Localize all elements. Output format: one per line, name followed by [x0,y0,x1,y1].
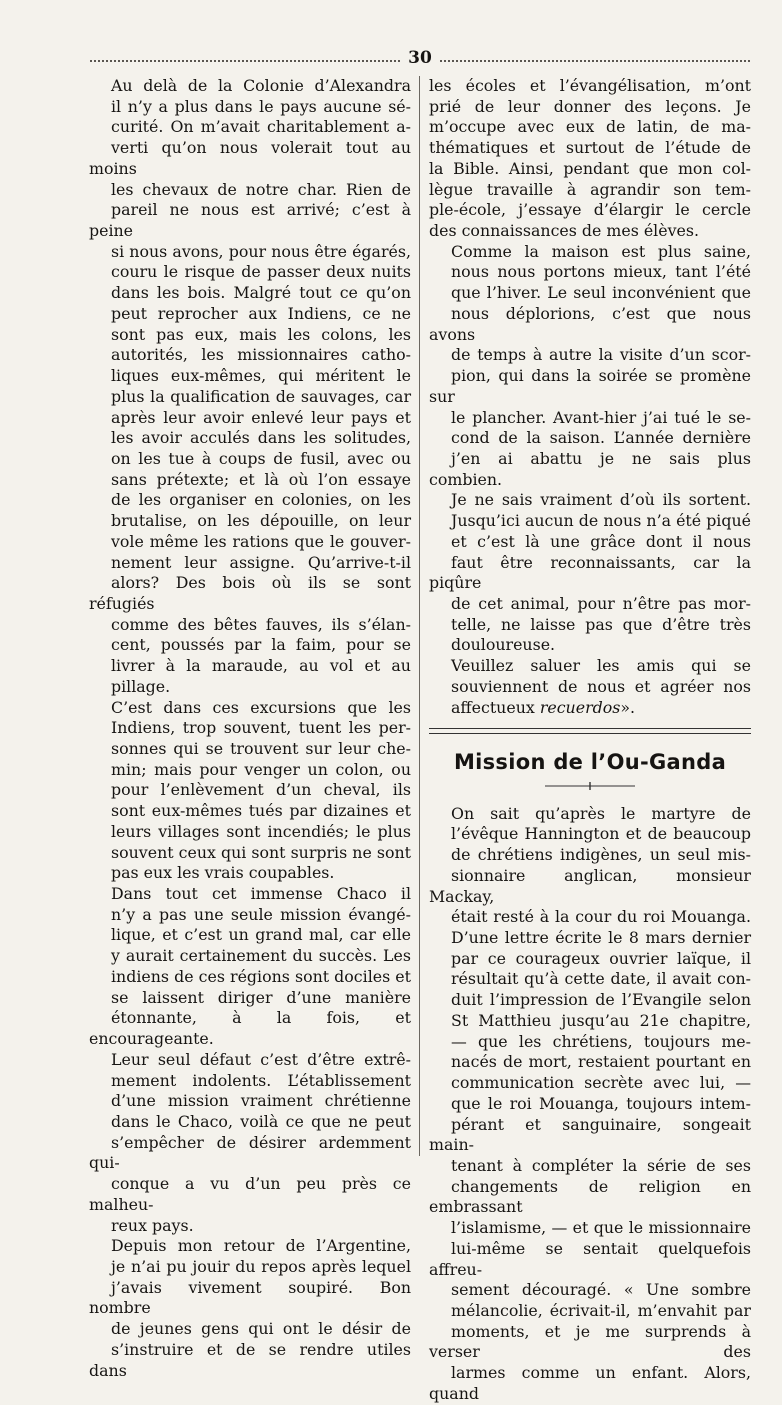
text-line: couru le risque de passer deux nuits [111,262,411,282]
text-line: mement indolents. L’établissement [111,1070,411,1090]
text-line: — que les chrétiens, toujours me- [451,1031,751,1051]
text-line: Depuis mon retour de l’Argentine, [111,1236,411,1256]
text-line: n’y a pas une seule mission évangé- [111,904,411,924]
text-line: sement découragé. « Une sombre [451,1280,751,1300]
text-line: l’évêque Hannington et de beaucoup [451,824,751,844]
text-line: les écoles et l’évangélisation, m’ont [429,76,751,95]
text-line: pérant et sanguinaire, songeait main- [429,1114,751,1155]
text-line: lique, et c’est un grand mal, car elle [111,925,411,945]
text-line: sionnaire anglican, monsieur Mackay, [429,865,751,906]
text-line: cond de la saison. L’année dernière [451,428,751,448]
text-line: tenant à compléter la série de ses [451,1155,751,1175]
text-line: douloureuse. [451,635,556,655]
text-line: les chevaux de notre char. Rien de [111,179,411,199]
text-line: Dans tout cet immense Chaco il [111,884,411,904]
paragraph [89,884,411,1236]
text-line: Je ne sais vraiment d’où ils sortent. [451,490,751,510]
header-rule-left [90,60,400,62]
text-line: faut être reconnaissants, car la piqûre [429,552,751,593]
text-line: dans le Chaco, voilà ce que ne peut [111,1111,411,1131]
text-line: min; mais pour venger un colon, ou [111,759,411,779]
text-line: mélancolie, écrivait-il, m’envahit par [451,1300,751,1320]
text-line: verti qu’on nous volerait tout au moins [89,138,411,178]
text-line: peut reprocher aux Indiens, ce ne [111,303,411,323]
text-line: thématiques et surtout de l’étude de [429,138,751,158]
text-line [429,698,751,719]
paragraph [89,698,411,884]
header-rule-right [440,60,750,62]
letter-continuation [429,76,751,656]
text-line: communication secrète avec lui, — [451,1073,751,1093]
paragraph [429,804,751,1405]
text-line: changements de religion en embrassant [429,1176,751,1217]
text-line: de jeunes gens qui ont le désir de [111,1319,411,1339]
ornament-rule-icon [545,781,635,791]
text-line: et c’est là une grâce dont il nous [451,531,751,551]
text-line: nement leur assigne. Qu’arrive-t-il [111,552,411,572]
text-line: était resté à la cour du roi Mouanga. [451,907,751,927]
text-line: pareil ne nous est arrivé; c’est à peine [89,200,411,241]
text-line: Comme la maison est plus saine, [451,241,751,261]
text-line: comme des bêtes fauves, ils s’élan- [111,614,411,634]
text-line: moments, et je me surprends à verser des [429,1321,751,1362]
text-line: ple-école, j’essaye d’élargir le cercle [429,200,751,220]
text-line: les avoir acculés dans les solitudes, [111,428,411,448]
text-line: je n’ai pu jouir du repos après lequel [111,1256,411,1276]
text-line: que l’hiver. Le seul inconvénient que [451,283,751,303]
text-line: j’en ai abattu je ne sais plus combien. [429,448,751,489]
text-line: m’occupe avec eux de latin, de ma- [429,117,751,137]
closing-text: affectueux [451,697,540,717]
paragraph [89,76,411,698]
text-line: St Matthieu jusqu’au 21e chapitre, [451,1010,751,1030]
paragraph [429,76,751,242]
paragraph [89,1236,411,1381]
text-line: nacés de mort, restaient pourtant en [451,1052,751,1072]
text-line: de les organiser en colonies, on les [111,490,411,510]
text-line: de chrétiens indigènes, un seul mis- [451,845,751,865]
text-line: dans les bois. Malgré tout ce qu’on [111,283,411,303]
text-line: lui-même se sentait quelquefois affreu- [429,1238,751,1279]
text-line: indiens de ces régions sont dociles et [111,966,411,986]
text-line: liques eux-mêmes, qui méritent le [111,366,411,386]
text-line: Jusqu’ici aucun de nous n’a été piqué [451,511,751,531]
section-rule [429,728,751,734]
text-line: larmes comme un enfant. Alors, quand [429,1363,751,1403]
text-line: conque a vu d’un peu près ce malheu- [89,1174,411,1214]
text-line: l’islamisme, — et que le missionnaire [451,1218,751,1238]
text-line: lègue travaille à agrandir son tem- [429,179,751,199]
left-column [89,76,411,1381]
text-line: de temps à autre la visite d’un scor- [451,345,751,365]
text-line: se laissent diriger d’une manière [111,987,411,1007]
text-line: C’est dans ces excursions que les [111,697,411,717]
text-line: souvent ceux qui sont surpris ne sont [111,842,411,862]
text-line: que le roi Mouanga, toujours intem- [451,1093,751,1113]
text-line: on les tue à coups de fusil, avec ou [111,448,411,468]
text-line: plus la qualification de sauvages, car [111,386,411,406]
text-line: curité. On m’avait charitablement a- [111,117,411,137]
text-line: résultait qu’à cette date, il avait con- [451,969,751,989]
text-line: nous déplorions, c’est que nous avons [429,303,751,344]
text-line: telle, ne laisse pas que d’être très [451,614,751,634]
text-line: On sait qu’après le martyre de [451,803,751,823]
text-line: sonnes qui se trouvent sur leur che- [111,739,411,758]
text-line: étonnante, à la fois, et encourageante. [89,1008,411,1049]
text-line: livrer à la maraude, au vol et au [111,656,411,676]
text-line: D’une lettre écrite le 8 mars dernier [451,928,751,948]
text-line: leurs villages sont incendiés; le plus [111,821,411,841]
text-line: la Bible. Ainsi, pendant que mon col- [429,158,751,178]
text-line: pas eux les vrais coupables. [111,863,335,883]
text-line: s’instruire et de se rendre utiles dans [89,1339,411,1380]
text-line: il n’y a plus dans le pays aucune sé- [111,96,411,116]
text-line: sont eux-mêmes tués par dizaines et [111,801,411,821]
text-line: après leur avoir enlevé leur pays et [111,407,411,427]
section-title: Mission de l’Ou-Ganda [453,750,727,775]
text-line: cent, poussés par la faim, pour se [111,635,411,655]
text-line: autorités, les missionnaires catho- [111,345,411,365]
page-number: 30 [408,48,432,68]
text-line: Au delà de la Colonie d’Alexandra [111,76,411,95]
text-line: vole même les rations que le gouver- [111,531,411,551]
text-line: souviennent de nous et agréer nos [451,676,751,696]
text-line: Indiens, trop souvent, tuent les per- [111,718,411,738]
closing-paragraph [429,656,751,718]
closing-text: ». [620,697,636,717]
text-line: sans prétexte; et là où l’on essaye [111,469,411,489]
ornament-divider [429,777,751,798]
text-line: par ce courageux ouvrier laïque, il [451,948,751,968]
text-line: s’empêcher de désirer ardemment qui- [89,1132,411,1173]
text-line: de cet animal, pour n’être pas mor- [451,593,751,613]
text-line: j’avais vivement soupiré. Bon nombre [89,1277,411,1318]
page-header [90,48,750,70]
text-line: alors? Des bois où ils se sont réfugiés [89,573,411,613]
text-line: prié de leur donner des leçons. Je [429,96,751,116]
text-line: brutalise, on les dépouille, on leur [111,511,411,531]
text-line: nous nous portons mieux, tant l’été [451,262,751,282]
text-line: le plancher. Avant-hier j’ai tué le se- [451,407,751,427]
text-line: Leur seul défaut c’est d’être extrê- [111,1049,411,1069]
text-line: des connaissances de mes élèves. [429,221,699,241]
text-line: y aurait certainement du succès. Les [111,946,411,966]
column-divider [419,76,420,1156]
text-line: pour l’enlèvement d’un cheval, ils [111,780,411,800]
text-line: si nous avons, pour nous être égarés, [111,241,411,261]
section-body [429,804,751,1405]
closing-italic: recuerdos [539,697,621,717]
text-line: Veuillez saluer les amis qui se [451,656,751,676]
text-line: pion, qui dans la soirée se promène sur [429,366,751,406]
right-column [429,76,751,1405]
text-line: reux pays. [111,1215,194,1235]
text-line: d’une mission vraiment chrétienne [111,1091,411,1111]
text-line: pillage. [111,676,171,696]
paragraph [429,242,751,656]
text-line: duit l’impression de l’Evangile selon [451,990,751,1010]
text-line: sont pas eux, mais les colons, les [111,324,411,344]
